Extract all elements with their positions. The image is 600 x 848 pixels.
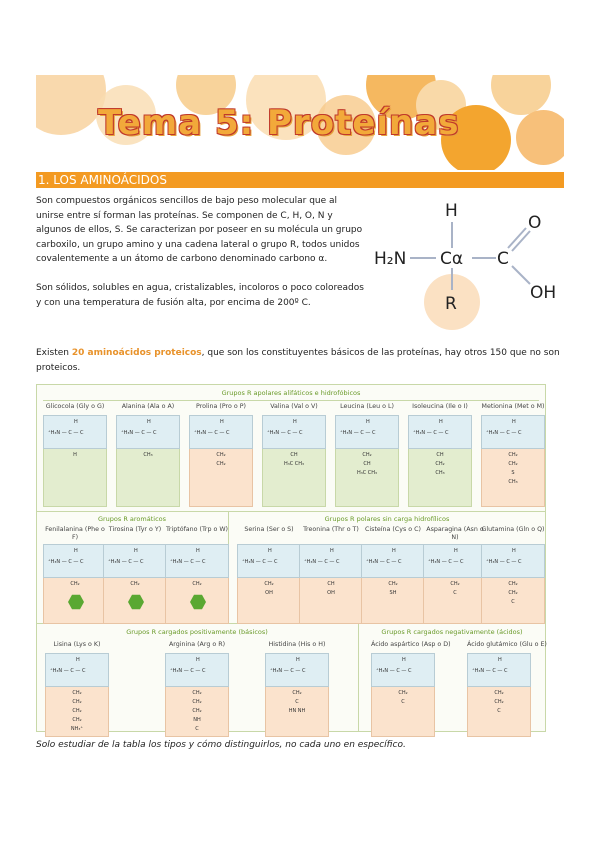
side-chain-box [299, 578, 363, 624]
side-chain-box [265, 687, 329, 737]
backbone-h: H [330, 548, 334, 554]
side-chain-box [103, 578, 167, 624]
amino-acid-name: Prolina (Pro o P) [196, 403, 246, 410]
side-chain-box [408, 449, 472, 507]
amino-acid-name: Triptófano (Trp o W) [166, 526, 228, 533]
backbone-h: H [76, 657, 80, 663]
group-apolar-heading: Grupos R apolares alifáticos e hidrofóbicos [221, 389, 361, 397]
amino-acid-name: Glutamina (Gln o Q) [481, 526, 545, 533]
side-chain-atom: OH [327, 590, 335, 596]
group-polar-heading: Grupos R polares sin carga hidrofílicos [324, 515, 450, 523]
backbone-box [299, 544, 363, 578]
amino-acid-name: Ácido aspártico (Asp o D) [371, 641, 451, 648]
backbone-formula: ⁺H₃N — C — C [48, 430, 84, 436]
amino-acid-name: Metionina (Met o M) [481, 403, 545, 410]
side-chain-box [467, 687, 531, 737]
amino-acid-name: Ácido glutámico (Glu o E) [467, 641, 547, 648]
amino-acid-card [45, 641, 109, 737]
amino-acid-name: Lisina (Lys o K) [53, 641, 101, 648]
side-chain-atom: CH₂ [264, 581, 274, 587]
side-chain-atom: C [511, 599, 515, 605]
side-chain-atom: CH₂ [494, 690, 504, 696]
amino-acid-card [237, 526, 301, 624]
side-chain-box [45, 687, 109, 737]
amino-acid-card [43, 526, 107, 624]
backbone-formula: ⁺H₃N — C — C [170, 559, 206, 565]
backbone-formula: ⁺H₃N — C — C [267, 430, 303, 436]
amino-acid-card [265, 641, 329, 737]
side-chain-box [43, 449, 107, 507]
side-chain-atom: SH [389, 590, 397, 596]
backbone-box [165, 544, 229, 578]
side-chain-atom: CH₂ [192, 699, 202, 705]
amino-acid-card [481, 526, 545, 624]
backbone-h: H [454, 548, 458, 554]
side-chain-atom: CH₃ [435, 470, 445, 476]
side-chain-atom: HN NH [288, 708, 306, 714]
side-chain-atom: C [295, 699, 299, 705]
backbone-formula: ⁺H₃N — C — C [194, 430, 230, 436]
amino-acid-name: Valina (Val o V) [270, 403, 318, 410]
backbone-box [265, 653, 329, 687]
backbone-formula: ⁺H₃N — C — C [486, 430, 522, 436]
backbone-box [423, 544, 487, 578]
backbone-box [103, 544, 167, 578]
backbone-h: H [392, 548, 396, 554]
side-chain-atom: H [73, 452, 77, 458]
amino-acid-card [423, 526, 487, 624]
backbone-box [116, 415, 180, 449]
study-note: Solo estudiar de la tabla los tipos y cómo distinguirlos, no cada uno en específico. [36, 740, 406, 750]
side-chain-box [371, 687, 435, 737]
side-chain-box [237, 578, 301, 624]
aromatic-ring-icon [128, 594, 144, 610]
backbone-formula: ⁺H₃N — C — C [376, 668, 412, 674]
side-chain-atom: CH₂ [292, 690, 302, 696]
amino-acid-card [408, 403, 472, 507]
side-chain-atom: CH [290, 452, 298, 458]
side-chain-atom: CH₂ [72, 699, 82, 705]
backbone-h: H [296, 657, 300, 663]
amino-acid-name: Treonina (Thr o T) [303, 526, 359, 533]
backbone-h: H [220, 419, 224, 425]
side-chain-box [165, 578, 229, 624]
backbone-h: H [512, 548, 516, 554]
amino-acid-name: Asparagina (Asn o N) [426, 526, 484, 541]
section-heading: 1. LOS AMINOÁCIDOS [36, 172, 564, 188]
backbone-formula: ⁺H₃N — C — C [366, 559, 402, 565]
backbone-box [335, 415, 399, 449]
backbone-formula: ⁺H₃N — C — C [270, 668, 306, 674]
amino-acid-card [165, 641, 229, 737]
backbone-formula: ⁺H₃N — C — C [170, 668, 206, 674]
backbone-h: H [134, 548, 138, 554]
amino-acid-name: Alanina (Ala o A) [121, 403, 175, 410]
backbone-h: H [268, 548, 272, 554]
side-chain-box [335, 449, 399, 507]
amino-acid-card [335, 403, 399, 507]
amino-acid-name: Serina (Ser o S) [244, 526, 294, 533]
title-banner [36, 75, 564, 170]
side-chain-box [481, 449, 545, 507]
side-chain-box [165, 687, 229, 737]
side-chain-atom: CH₂ [192, 708, 202, 714]
h2n-label: H₂N [374, 249, 407, 269]
side-chain-box [116, 449, 180, 507]
backbone-box [481, 415, 545, 449]
side-chain-box [481, 578, 545, 624]
side-chain-box [189, 449, 253, 507]
amino-acid-name: Fenilalanina (Phe o F) [45, 526, 105, 541]
side-chain-atom: CH₂ [398, 690, 408, 696]
side-chain-atom: CH₂ [388, 581, 398, 587]
backbone-formula: ⁺H₃N — C — C [472, 668, 508, 674]
side-chain-atom: CH [363, 461, 371, 467]
backbone-formula: ⁺H₃N — C — C [50, 668, 86, 674]
c-label: C [497, 249, 509, 269]
backbone-h: H [366, 419, 370, 425]
amino-acid-structure [372, 196, 572, 336]
side-chain-atom: CH₂ [494, 699, 504, 705]
side-chain-box [43, 578, 107, 624]
group-positive-heading: Grupos R cargados positivamente (básicos) [126, 628, 268, 636]
amino-acid-table [36, 384, 546, 732]
aromatic-ring-icon [68, 594, 84, 610]
amino-acid-card [361, 526, 425, 624]
side-chain-atom: C [195, 726, 199, 732]
backbone-formula: ⁺H₃N — C — C [108, 559, 144, 565]
side-chain-atom: S [511, 470, 515, 476]
backbone-h: H [74, 548, 78, 554]
backbone-box [408, 415, 472, 449]
backbone-formula: ⁺H₃N — C — C [486, 559, 522, 565]
group-negative-heading: Grupos R cargados negativamente (ácidos) [381, 628, 523, 636]
side-chain-atom: CH₂ [450, 581, 460, 587]
side-chain-atom: OH [265, 590, 273, 596]
side-chain-atom: NH₃⁺ [70, 726, 84, 732]
side-chain-atom: CH₂ [72, 717, 82, 723]
side-chain-atom: CH₂ [192, 581, 202, 587]
backbone-formula: ⁺H₃N — C — C [304, 559, 340, 565]
side-chain-atom: C [453, 590, 457, 596]
existen-after: , que son los constituyentes básicos de las proteínas, hay otros 150 que no son proteicos. [36, 348, 560, 373]
backbone-box [467, 653, 531, 687]
backbone-box [481, 544, 545, 578]
amino-acid-card [467, 641, 547, 737]
backbone-h: H [402, 657, 406, 663]
amino-acid-name: Leucina (Leu o L) [340, 403, 394, 410]
amino-acid-name: Histidina (His o H) [268, 641, 326, 648]
backbone-box [361, 544, 425, 578]
side-chain-atom: H₃C CH₃ [283, 461, 305, 467]
amino-acid-name: Glicocola (Gly o G) [45, 403, 105, 410]
side-chain-box [361, 578, 425, 624]
amino-acid-name: Tirosina (Tyr o Y) [108, 526, 162, 533]
side-chain-atom: CH₂ [72, 708, 82, 714]
amino-acid-card [165, 526, 229, 624]
backbone-h: H [498, 657, 502, 663]
side-chain-atom: CH₂ [508, 581, 518, 587]
amino-acid-card [481, 403, 545, 507]
side-chain-atom: CH [327, 581, 335, 587]
h-label: H [445, 201, 458, 221]
backbone-formula: ⁺H₃N — C — C [413, 430, 449, 436]
amino-acid-card [371, 641, 451, 737]
side-chain-atom: CH₃ [143, 452, 153, 458]
aromatic-ring-icon [190, 594, 206, 610]
backbone-formula: ⁺H₃N — C — C [121, 430, 157, 436]
side-chain-atom: CH₂ [192, 690, 202, 696]
r-label: R [445, 294, 457, 314]
side-chain-atom: CH₂ [130, 581, 140, 587]
backbone-formula: ⁺H₃N — C — C [48, 559, 84, 565]
backbone-formula: ⁺H₃N — C — C [340, 430, 376, 436]
amino-acid-card [103, 526, 167, 624]
backbone-formula: ⁺H₃N — C — C [242, 559, 278, 565]
side-chain-atom: CH₂ [508, 461, 518, 467]
side-chain-atom: C [497, 708, 501, 714]
properties-paragraph: Son sólidos, solubles en agua, cristalizables, incoloros o poco coloreados y con una temperatura de fusión alta, por encima de 200º C. [36, 283, 364, 308]
side-chain-box [423, 578, 487, 624]
side-chain-atom: CH₂ [508, 452, 518, 458]
side-chain-atom: CH [436, 452, 444, 458]
amino-acid-name: Cisteína (Cys o C) [365, 526, 421, 533]
side-chain-atom: CH₂ [216, 452, 226, 458]
side-chain-atom: CH₂ [508, 590, 518, 596]
existen-paragraph [36, 346, 564, 375]
highlight-20-aminoacidos: 20 aminoácidos proteicos [71, 348, 202, 358]
backbone-h: H [147, 419, 151, 425]
oh-label: OH [530, 283, 557, 303]
backbone-box [189, 415, 253, 449]
side-chain-atom: CH₂ [216, 461, 226, 467]
amino-acid-card [299, 526, 363, 624]
existen-before: Existen [36, 348, 72, 358]
backbone-box [371, 653, 435, 687]
backbone-h: H [74, 419, 78, 425]
amino-acid-card [43, 403, 107, 507]
o-label: O [528, 213, 542, 233]
amino-acid-card [116, 403, 180, 507]
page-title: Tema 5: Proteínas [98, 103, 460, 143]
group-aromatic-heading: Grupos R aromáticos [97, 515, 167, 523]
side-chain-atom: CH₃ [508, 479, 518, 485]
amino-acid-name: Isoleucina (Ile o I) [412, 403, 468, 410]
side-chain-box [262, 449, 326, 507]
backbone-formula: ⁺H₃N — C — C [428, 559, 464, 565]
side-chain-atom: H₃C CH₃ [356, 470, 378, 476]
side-chain-atom: NH [193, 717, 201, 723]
intro-paragraph: Son compuestos orgánicos sencillos de bajo peso molecular que al unirse entre sí forman las proteínas. Se componen de C, H, O, N y algunos de ellos, S. Se caracterizan por poseer en su molécula un grupo carboxilo, un grupo amino y una cadena lateral o grupo R, todos unidos covalentemente a un átomo de carbono denominado carbono α. [36, 196, 363, 264]
amino-acid-name: Arginina (Arg o R) [168, 641, 226, 648]
backbone-h: H [512, 419, 516, 425]
side-chain-atom: CH₂ [435, 461, 445, 467]
backbone-box [262, 415, 326, 449]
amino-acid-card [262, 403, 326, 507]
side-chain-atom: CH₂ [362, 452, 372, 458]
backbone-h: H [293, 419, 297, 425]
backbone-box [43, 544, 107, 578]
backbone-box [45, 653, 109, 687]
ca-label: Cα [440, 249, 464, 269]
backbone-box [237, 544, 301, 578]
backbone-box [43, 415, 107, 449]
amino-acid-card [189, 403, 253, 507]
side-chain-atom: CH₂ [72, 690, 82, 696]
side-chain-atom: C [401, 699, 405, 705]
backbone-h: H [439, 419, 443, 425]
backbone-h: H [196, 548, 200, 554]
side-chain-atom: CH₂ [70, 581, 80, 587]
backbone-box [165, 653, 229, 687]
backbone-h: H [196, 657, 200, 663]
